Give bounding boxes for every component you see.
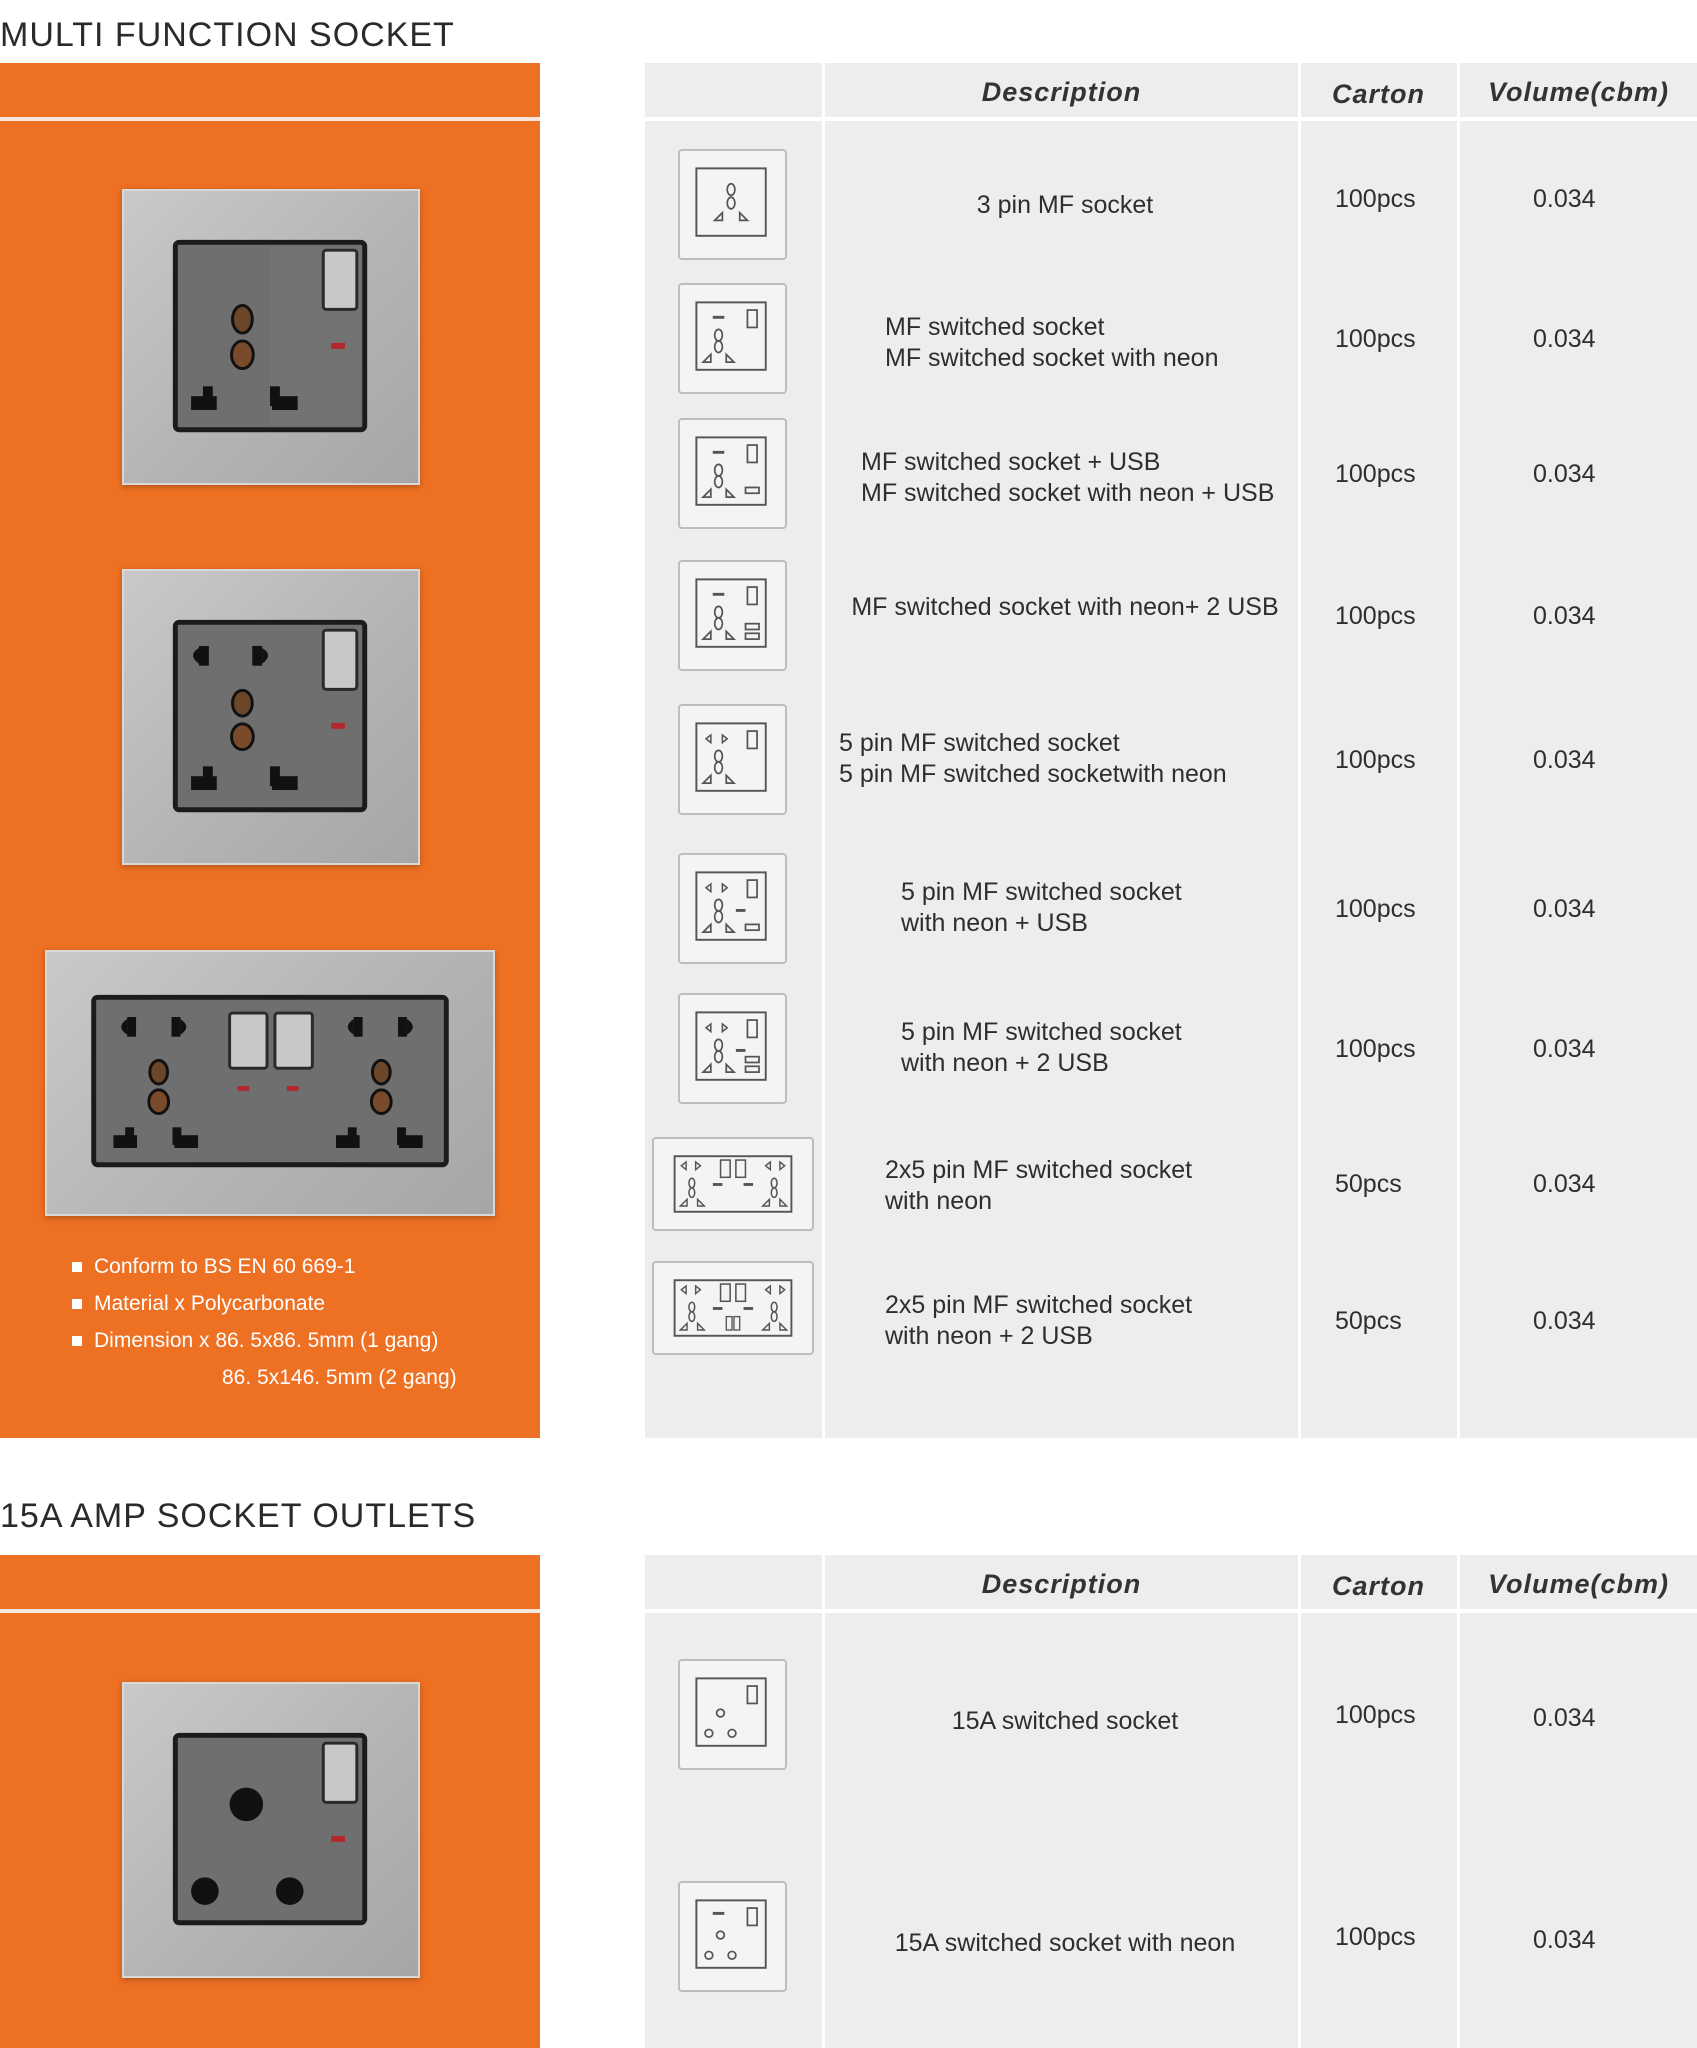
row-description: 2x5 pin MF switched socket with neon — [885, 1156, 1193, 1215]
row-carton: 100pcs — [1335, 1923, 1416, 1951]
table-row — [645, 418, 1697, 538]
row-carton: 100pcs — [1335, 746, 1416, 774]
15a-switched-socket-neon-thumbnail-icon — [678, 1881, 787, 1992]
table-row — [645, 993, 1697, 1113]
row-description: 2x5 pin MF switched socket with neon + 2 USB — [885, 1291, 1193, 1350]
header-carton: Carton — [1332, 1571, 1425, 1601]
feature-list — [72, 1248, 457, 1396]
5-pin-switched-socket-photo-icon — [122, 569, 420, 865]
header-description: Description — [981, 77, 1142, 107]
mf-switched-socket-2usb-thumbnail-icon — [678, 560, 787, 671]
feature-item: Conform to BS EN 60 669-1 — [72, 1248, 457, 1285]
row-volume: 0.034 — [1533, 185, 1596, 213]
row-volume: 0.034 — [1533, 325, 1596, 353]
header-description: Description — [981, 1569, 1142, 1599]
feature-item: Dimension x 86. 5x86. 5mm (1 gang) — [72, 1322, 457, 1359]
15a-switched-socket-thumbnail-icon — [678, 1659, 787, 1770]
row-description: 15A switched socket with neon — [894, 1928, 1236, 1957]
panel-divider — [0, 117, 540, 121]
row-volume: 0.034 — [1533, 1704, 1596, 1732]
row-volume: 0.034 — [1533, 1307, 1596, 1335]
table-row — [645, 560, 1697, 680]
row-description: MF switched socket MF switched socket with neon — [885, 313, 1219, 372]
row-description: 5 pin MF switched socket with neon + 2 USB — [901, 1018, 1182, 1077]
multi-function-socket-photo-icon — [122, 189, 420, 485]
3-pin-socket-thumbnail-icon — [678, 149, 787, 260]
spec-table-multi-function — [645, 63, 1697, 1438]
header-carton: Carton — [1332, 79, 1425, 109]
15a-socket-photo-icon — [122, 1682, 420, 1978]
spec-table-15a — [645, 1555, 1697, 2048]
feature-item: Material x Polycarbonate — [72, 1285, 457, 1322]
row-carton: 100pcs — [1335, 1035, 1416, 1063]
2-gang-socket-photo-icon — [45, 950, 495, 1216]
feature-item: 86. 5x146. 5mm (2 gang) — [222, 1366, 457, 1389]
5-pin-switched-socket-usb-thumbnail-icon — [678, 853, 787, 964]
row-description: MF switched socket with neon+ 2 USB — [851, 592, 1279, 621]
row-carton: 100pcs — [1335, 895, 1416, 923]
row-carton: 100pcs — [1335, 185, 1416, 213]
table-row — [645, 1659, 1697, 1779]
row-carton: 100pcs — [1335, 602, 1416, 630]
section-title-15a-socket: 15A AMP SOCKET OUTLETS — [0, 1497, 477, 1535]
table-row — [645, 283, 1697, 403]
row-description: MF switched socket + USB MF switched socket with neon + USB — [861, 448, 1275, 507]
5-pin-switched-socket-2usb-thumbnail-icon — [678, 993, 787, 1104]
product-photo-panel-15a — [0, 1555, 540, 2048]
table-row — [645, 1881, 1697, 2001]
5-pin-switched-socket-thumbnail-icon — [678, 704, 787, 815]
row-volume: 0.034 — [1533, 1035, 1596, 1063]
table-row — [645, 1261, 1697, 1371]
row-volume: 0.034 — [1533, 1170, 1596, 1198]
panel-divider — [0, 1609, 540, 1613]
row-volume: 0.034 — [1533, 895, 1596, 923]
row-volume: 0.034 — [1533, 1926, 1596, 1954]
2x5-pin-socket-2usb-thumbnail-icon — [652, 1261, 814, 1355]
row-volume: 0.034 — [1533, 460, 1596, 488]
row-description: 5 pin MF switched socket 5 pin MF switched socketwith neon — [839, 729, 1227, 788]
row-carton: 50pcs — [1335, 1170, 1402, 1198]
row-volume: 0.034 — [1533, 746, 1596, 774]
header-volume: Volume(cbm) — [1487, 77, 1669, 107]
table-row — [645, 1137, 1697, 1237]
header-volume: Volume(cbm) — [1487, 1569, 1669, 1599]
table-row — [645, 145, 1697, 265]
table-row — [645, 853, 1697, 973]
2x5-pin-socket-thumbnail-icon — [652, 1137, 814, 1231]
row-volume: 0.034 — [1533, 602, 1596, 630]
table-row — [645, 704, 1697, 824]
row-description: 3 pin MF socket — [976, 190, 1154, 219]
row-description: 5 pin MF switched socket with neon + USB — [901, 878, 1182, 937]
product-photo-panel — [0, 63, 540, 1438]
mf-switched-socket-thumbnail-icon — [678, 283, 787, 394]
section-title-multi-function: MULTI FUNCTION SOCKET — [0, 16, 455, 54]
row-carton: 50pcs — [1335, 1307, 1402, 1335]
row-description: 15A switched socket — [951, 1706, 1179, 1735]
mf-switched-socket-usb-thumbnail-icon — [678, 418, 787, 529]
row-carton: 100pcs — [1335, 325, 1416, 353]
row-carton: 100pcs — [1335, 460, 1416, 488]
row-carton: 100pcs — [1335, 1701, 1416, 1729]
